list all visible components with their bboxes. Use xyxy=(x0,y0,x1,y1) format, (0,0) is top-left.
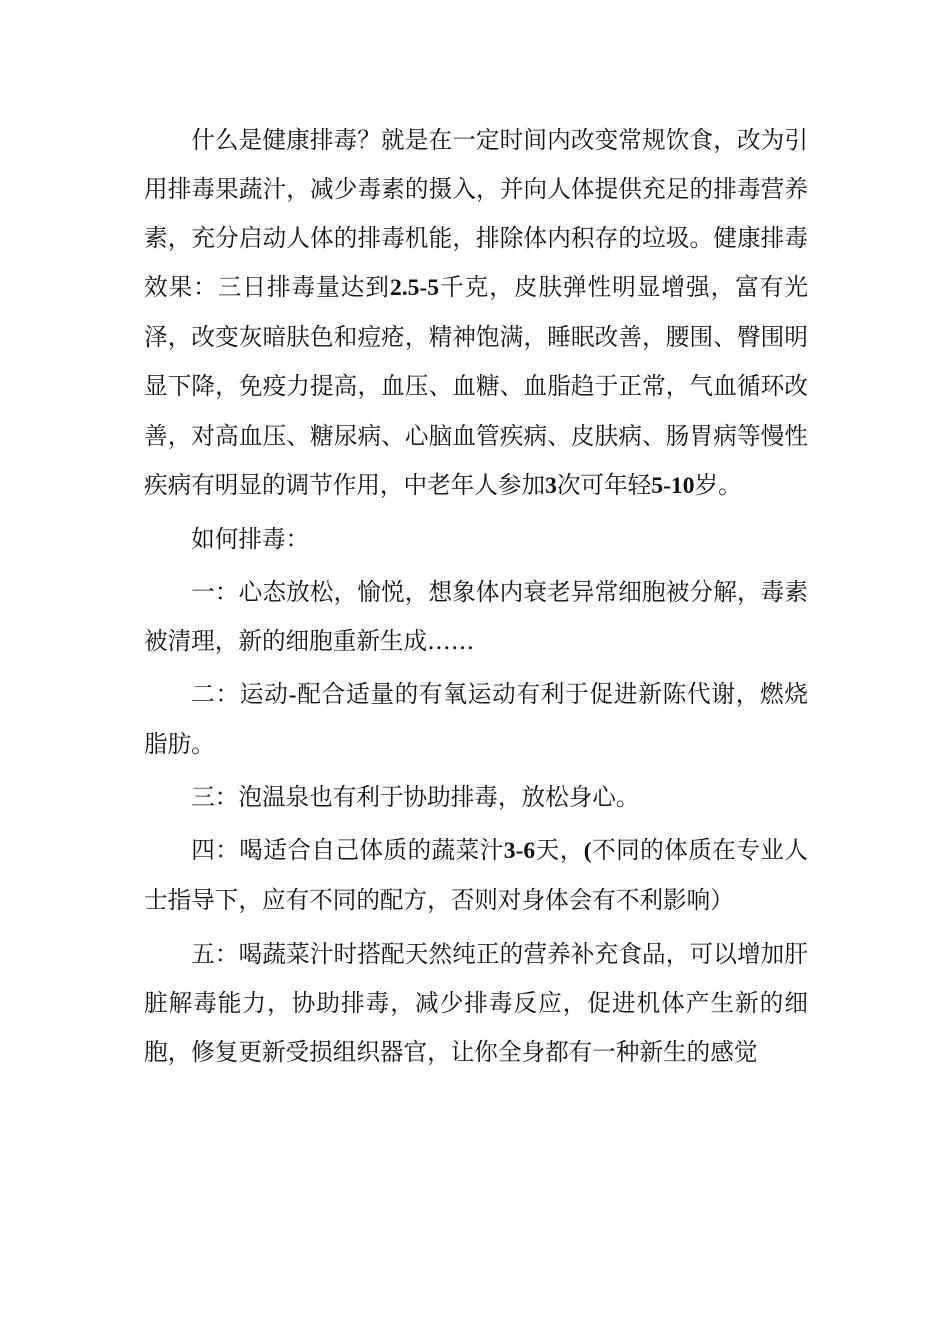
list-item-2-text-c: 配合适量的有氧运动有利于促进新陈代谢，燃烧脂肪。 xyxy=(144,680,809,759)
intro-text-1: 什么是健康排毒？就是在一定时间内改变常规饮食，改为引用排毒果蔬汁，减少毒素的摄入，并向人体提供充足的排毒营养素，充分启动人体的排毒机能，排除体内积存的垃圾。健康排毒效果：三日排毒量达到 xyxy=(144,126,808,302)
list-item-4-text-d: 不同的体质在专业人士指导下，应有不同的配方，否则对身体会有不利影响） xyxy=(144,836,809,915)
list-item-5: 五：喝蔬菜汁时搭配天然纯正的营养补充食品，可以增加肝脏解毒能力，协助排毒，减少排毒反应，促进机体产生新的细胞，修复更新受损组织器官，让你全身都有一种新生的感觉 xyxy=(144,939,808,1066)
intro-number-times: 3 xyxy=(545,472,557,499)
list-item-4-number-days: 3-6 xyxy=(503,838,536,865)
intro-text-2: 千克，皮肤弹性明显增强，富有光泽，改变灰暗肤色和痘疮，精神饱满，睡眠改善，腰围、臀围明显下降，免疫力提高，血压、血糖、血脂趋于正常，气血循环改善，对高血压、糖尿病、心脑血管疾病、皮肤病、肠胃病等慢性疾病有明显的调节作用，中老年人参加 xyxy=(144,273,808,499)
list-item-4-text-b: 天， xyxy=(535,836,584,865)
section-heading: 如何排毒： xyxy=(191,524,310,553)
intro-number-years: 5-10 xyxy=(651,472,695,499)
document-page xyxy=(144,116,808,1077)
list-item-2-dash: - xyxy=(288,682,297,709)
list-item-1: 一：心态放松，愉悦，想象体内衰老异常细胞被分解，毒素被清理，新的细胞重新生成…… xyxy=(144,577,808,655)
list-item-2-text-a: 二：运动 xyxy=(191,680,289,709)
list-item-2 xyxy=(144,670,808,769)
intro-paragraph xyxy=(144,116,808,511)
intro-text-3: 次可年轻 xyxy=(556,470,652,499)
list-item-4 xyxy=(144,826,808,925)
list-item-4-text-a: 四：喝适合自己体质的蔬菜汁 xyxy=(191,836,504,865)
intro-number-weight: 2.5-5 xyxy=(389,275,440,302)
intro-text-4: 岁。 xyxy=(694,470,742,499)
list-item-3: 三：泡温泉也有利于协助排毒，放松身心。 xyxy=(191,783,640,812)
list-item-4-paren: ( xyxy=(583,838,592,865)
